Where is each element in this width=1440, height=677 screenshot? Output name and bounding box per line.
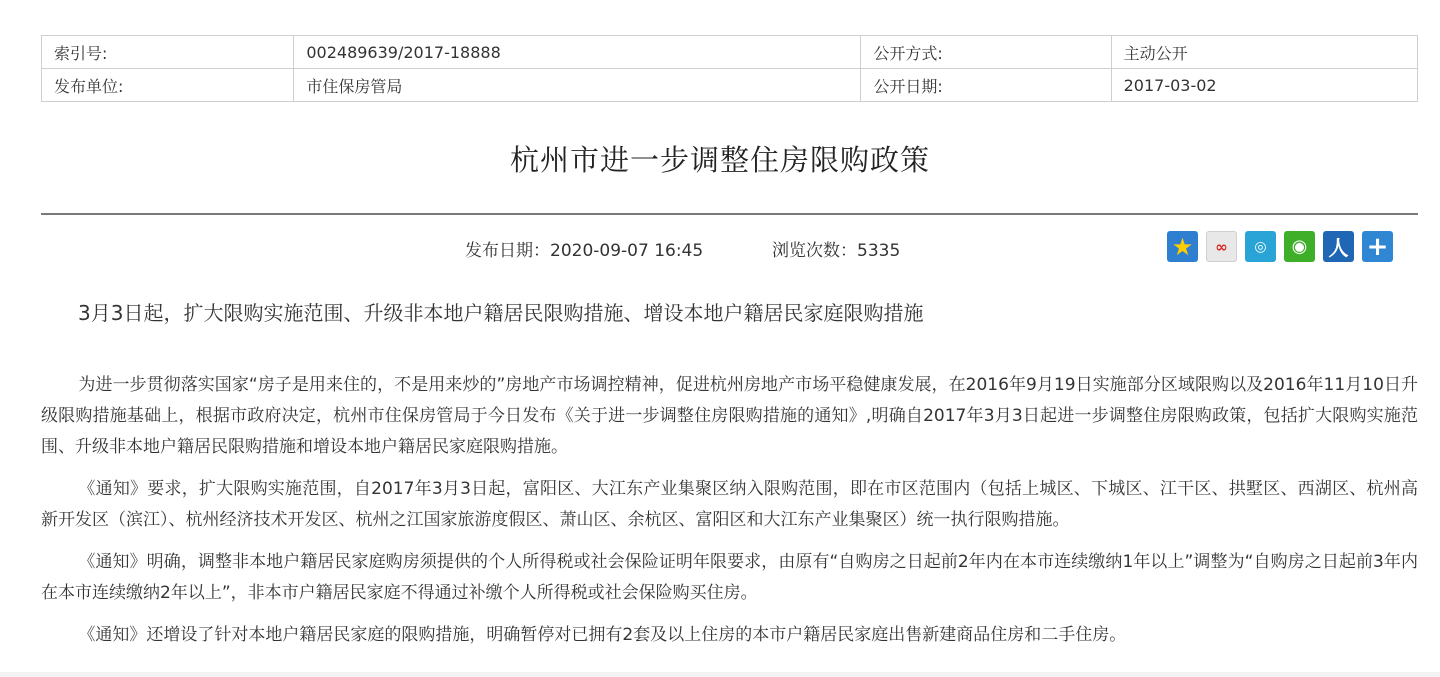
body-paragraph: 为进一步贯彻落实国家“房子是用来住的，不是用来炒的”房地产市场调控精神，促进杭州房地产市场平稳健康发展，在2016年9月19日实施部分区域限购以及2016年11月10日升级限购措施基础上，根据市政府决定，杭州市住保房管局于今日发布《关于进一步调整住房限购措施的通知》,明确自2017年3月3日起进一步调整住房限购政策，包括扩大限购实施范围、升级非本地户籍居民限购措施和增设本地户籍居民家庭限购措施。 [41,375,1418,457]
disclosure-date-label: 公开日期: [861,69,1111,102]
share-toolbar [1167,231,1401,262]
article-subtitle: 3月3日起，扩大限购实施范围、升级非本地户籍居民限购措施、增设本地户籍居民家庭限购措施 [78,301,924,325]
article-body [41,370,1418,662]
view-count: 浏览次数：5335 [772,241,901,261]
tencent-weibo-icon[interactable]: ◎ [1245,231,1276,262]
index-value: 002489639/2017-18888 [294,36,861,69]
index-label: 索引号: [42,36,294,69]
meta-row [42,69,1418,102]
publish-date: 发布日期：2020-09-07 16:45 [465,241,704,261]
meta-row [42,36,1418,69]
document-meta-table [41,35,1418,102]
renren-icon[interactable]: 人 [1323,231,1354,262]
disclosure-method-value: 主动公开 [1111,36,1417,69]
disclosure-method-label: 公开方式: [861,36,1111,69]
page-bottom-band [0,672,1440,677]
article-title: 杭州市进一步调整住房限购政策 [509,143,930,177]
body-paragraph: 《通知》明确，调整非本地户籍居民家庭购房须提供的个人所得税或社会保险证明年限要求，由原有“自购房之日起前2年内在本市连续缴纳1年以上”调整为“自购房之日起前3年内在本市连续缴纳2年以上”，非本市户籍居民家庭不得通过补缴个人所得税或社会保险购买住房。 [41,552,1418,603]
issuer-label: 发布单位: [42,69,294,102]
wechat-icon[interactable]: ◉ [1284,231,1315,262]
more-share-icon[interactable]: + [1362,231,1393,262]
qzone-icon[interactable]: ★ [1167,231,1198,262]
weibo-icon[interactable]: ∞ [1206,231,1237,262]
body-paragraph: 《通知》还增设了针对本地户籍居民家庭的限购措施，明确暂停对已拥有2套及以上住房的本市户籍居民家庭出售新建商品住房和二手住房。 [78,625,1127,645]
body-paragraph: 《通知》要求，扩大限购实施范围，自2017年3月3日起，富阳区、大江东产业集聚区纳入限购范围，即在市区范围内（包括上城区、下城区、江干区、拱墅区、西湖区、杭州高新开发区（滨江）、杭州经济技术开发区、杭州之江国家旅游度假区、萧山区、余杭区、富阳区和大江东产业集聚区）统一执行限购措施。 [41,479,1418,530]
issuer-value: 市住保房管局 [294,69,861,102]
disclosure-date-value: 2017-03-02 [1111,69,1417,102]
title-divider [41,213,1418,215]
